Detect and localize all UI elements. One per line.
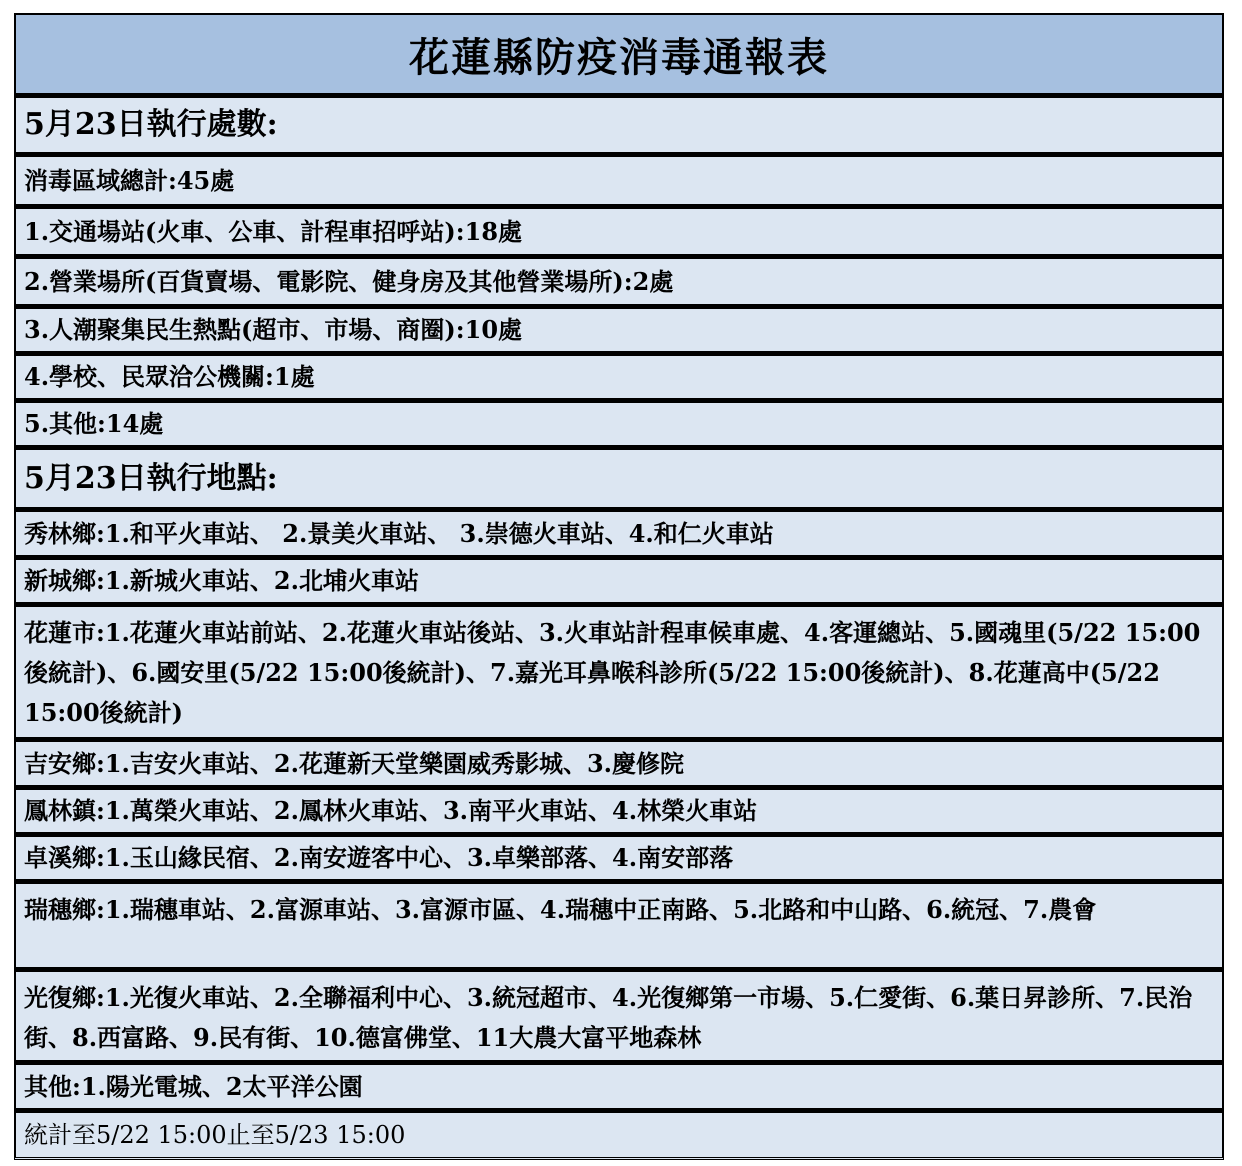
location-heading [16, 450, 1222, 512]
report-table [14, 13, 1224, 1160]
count-row: 2.營業場所(百貨賣場、電影院、健身房及其他營業場所):2處 [16, 259, 1222, 309]
footer-note [16, 1113, 1222, 1157]
location-row: 鳳林鎮:1.萬榮火車站、2.鳳林火車站、3.南平火車站、4.林榮火車站 [16, 790, 1222, 837]
location-row: 吉安鄉:1.吉安火車站、2.花蓮新天堂樂園威秀影城、3.慶修院 [16, 742, 1222, 790]
count-row: 4.學校、民眾洽公機關:1處 [16, 356, 1222, 403]
location-row: 卓溪鄉:1.玉山緣民宿、2.南安遊客中心、3.卓樂部落、4.南安部落 [16, 837, 1222, 884]
count-row: 3.人潮聚集民生熱點(超市、市場、商圈):10處 [16, 309, 1222, 356]
location-heading-text: 5月23日執行地點: [24, 460, 278, 496]
count-row: 5.其他:14處 [16, 403, 1222, 450]
report-title: 花蓮縣防疫消毒通報表 [16, 15, 1222, 98]
count-heading [16, 98, 1222, 157]
location-row: 光復鄉:1.光復火車站、2.全聯福利中心、3.統冠超市、4.光復鄉第一市場、5.仁愛街、6.葉日昇診所、7.民治街、8.西富路、9.民有街、10.德富佛堂、11大農大富平地森林 [16, 972, 1222, 1065]
count-row: 1.交通場站(火車、公車、計程車招呼站):18處 [16, 209, 1222, 259]
location-row: 新城鄉:1.新城火車站、2.北埔火車站 [16, 560, 1222, 607]
footer-text: 統計至5/22 15:00止至5/23 15:00 [24, 1121, 406, 1149]
location-row: 花蓮市:1.花蓮火車站前站、2.花蓮火車站後站、3.火車站計程車候車處、4.客運總站、5.國魂里(5/22 15:00後統計)、6.國安里(5/22 15:00後統計)、7.嘉光耳鼻喉科診所(5/22 15:00後統計)、8.花蓮高中(5/22 15:00後統計) [16, 607, 1222, 742]
location-row: 瑞穗鄉:1.瑞穗車站、2.富源車站、3.富源市區、4.瑞穗中正南路、5.北路和中山路、6.統冠、7.農會 [16, 884, 1222, 972]
location-row: 其他:1.陽光電城、2太平洋公園 [16, 1065, 1222, 1113]
location-row: 秀林鄉:1.和平火車站、 2.景美火車站、 3.崇德火車站、4.和仁火車站 [16, 512, 1222, 560]
count-row: 消毒區域總計:45處 [16, 157, 1222, 209]
count-heading-text: 5月23日執行處數: [24, 107, 278, 142]
